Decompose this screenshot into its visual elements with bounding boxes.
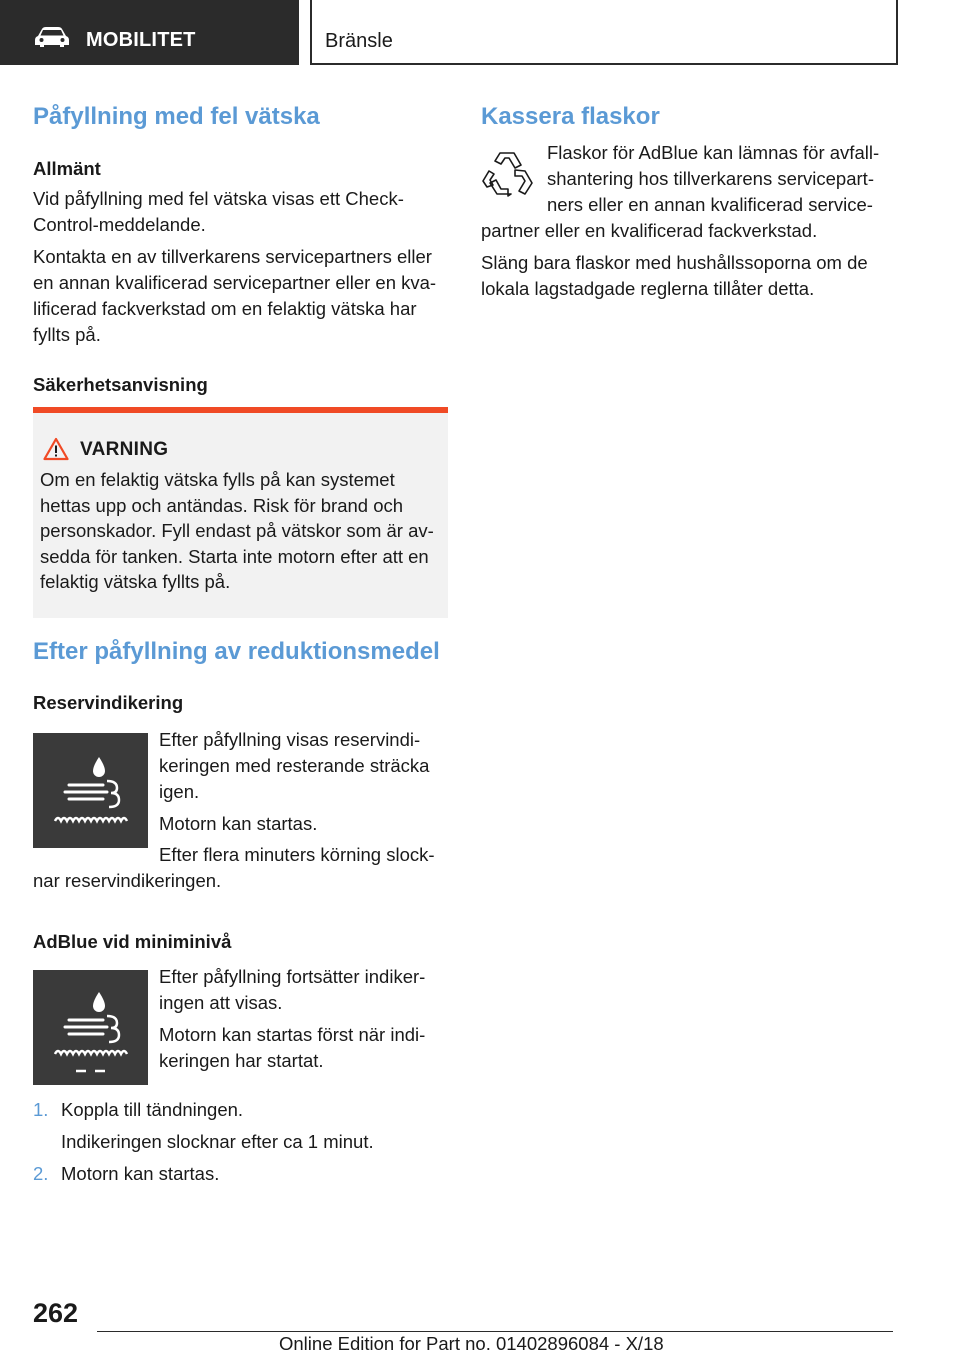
list-item — [33, 1097, 448, 1129]
reserve-paragraph-3: Efter flera minuters körning slock-nar reservindikeringen. — [33, 844, 435, 891]
step-number: 1. — [33, 1099, 49, 1120]
paragraph-household-waste: Släng bara flaskor med hushållssoporna om de lokala lagstadgade reglerna tillåter detta. — [481, 252, 868, 299]
header-chapter-tab — [310, 0, 898, 65]
footer-divider — [97, 1331, 893, 1332]
reserve-paragraph-1: Efter påfyllning visas reservindi-keringen med resterande sträcka igen. — [159, 729, 430, 802]
footer-edition: Online Edition for Part no. 01402896084 - X/18 — [279, 1333, 664, 1354]
adblue-minimum-icon — [33, 970, 148, 1085]
adblue-reserve-indicator-image — [33, 733, 148, 848]
step-number: 2. — [33, 1163, 49, 1184]
warning-box — [33, 407, 448, 618]
paragraph-dispose — [481, 140, 886, 244]
step-text: Motorn kan startas. — [61, 1163, 220, 1184]
adblue-paragraph-2: Motorn kan startas först när indi-keringen har startat. — [159, 1024, 426, 1071]
step-text: Koppla till tändningen. — [61, 1099, 244, 1120]
reserve-paragraph-2: Motorn kan startas. — [159, 813, 318, 834]
section-title-after-refill: Efter påfyllning av reduktionsmedel — [33, 638, 440, 665]
step-subtext: Indikeringen slocknar efter ca 1 minut. — [61, 1131, 374, 1152]
adblue-droplet-icon — [33, 733, 148, 848]
warning-title: VARNING — [80, 439, 169, 460]
car-icon — [34, 26, 70, 48]
section-title-wrong-fluid: Påfyllning med fel vätska — [33, 103, 320, 130]
header-section-label: MOBILITET — [86, 29, 196, 51]
page-number: 262 — [33, 1298, 79, 1328]
dispose-line-1: Flaskor för AdBlue kan lämnas för avfall- — [547, 142, 880, 163]
steps-list — [33, 1097, 448, 1193]
adblue-paragraph-1: Efter påfyllning fortsätter indiker-ingen att visas. — [159, 966, 426, 1013]
list-item — [33, 1161, 448, 1193]
header-chapter-label: Bränsle — [325, 30, 393, 52]
warning-text: Om en felaktig vätska fylls på kan systemet hettas upp och antändas. Risk för brand och personskador. Fyll endast på vätskor som är av-sedda för tanken. Starta inte motorn efter att en felaktig vätska fyllts på. — [40, 469, 434, 592]
subheading-adblue-minimum: AdBlue vid miniminivå — [33, 931, 232, 952]
section-title-dispose-bottles: Kassera flaskor — [481, 103, 660, 130]
subheading-general: Allmänt — [33, 158, 101, 179]
dispose-line-3: ners eller en annan kvalificerad service- — [547, 194, 873, 215]
warning-triangle-icon — [43, 437, 69, 461]
paragraph-check-control: Vid påfyllning med fel vätska visas ett Check-Control-meddelande. — [33, 188, 404, 235]
subheading-safety: Säkerhetsanvisning — [33, 374, 208, 395]
adblue-minimum-indicator-image — [33, 970, 148, 1085]
header-section-tab — [0, 0, 299, 65]
dispose-line-2: shantering hos tillverkarens servicepart- — [547, 168, 874, 189]
subheading-reserve-indicator: Reservindikering — [33, 692, 184, 713]
dispose-line-4: partner eller en kvalificerad fackverkstad. — [481, 220, 818, 241]
list-item-subtext — [33, 1129, 448, 1161]
paragraph-contact-service: Kontakta en av tillverkarens servicepartners eller en annan kvalificerad servicepartner eller en kva-lificerad fackverkstad om en felaktig vätska har fyllts på. — [33, 246, 437, 345]
